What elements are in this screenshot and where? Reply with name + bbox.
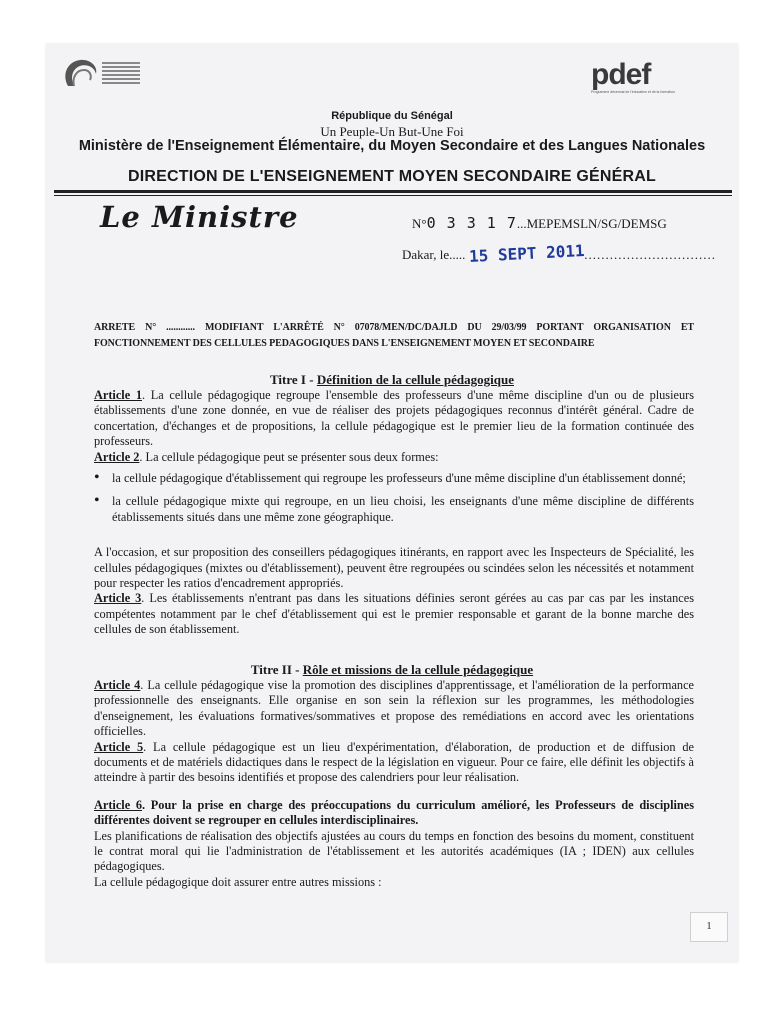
article-3-label: Article 3	[94, 591, 142, 606]
header-divider-thin	[54, 195, 732, 196]
article-6-label: Article 6	[94, 797, 143, 812]
titre-1-heading	[46, 372, 738, 388]
article-1-label: Article 1	[94, 388, 142, 402]
titre-2-prefix: Titre II -	[250, 662, 303, 677]
article-2	[94, 450, 694, 465]
article-2-text: . La cellule pédagogique peut se présenter sous deux formes:	[139, 449, 439, 464]
reference-number	[412, 214, 667, 232]
date-stamp: 15 SEPT 2011	[468, 240, 585, 267]
list-item: • la cellule pédagogique mixte qui regroupe, en un lieu choisi, les enseignants d'une même discipline de différents établissements situés dans une même zone géographique.	[94, 494, 694, 525]
article-6-text: . Pour la prise en charge des préoccupations du curriculum amélioré, les Professeurs de disciplines différentes doivent se regrouper en cellules interdisciplinaires.	[94, 797, 694, 828]
ministry-title: Ministère de l'Enseignement Élémentaire, du Moyen Secondaire et des Langues Nationales	[78, 138, 706, 154]
emblem-logo-icon	[60, 56, 142, 92]
article-5	[94, 740, 694, 786]
ref-suffix: ...MEPEMSLN/SG/DEMSG	[516, 216, 667, 231]
article-6	[94, 798, 694, 829]
header-divider-thick	[54, 190, 732, 193]
section-1	[94, 388, 694, 638]
ref-prefix: N°	[412, 216, 427, 231]
pdef-logo	[591, 60, 691, 104]
section-2	[94, 678, 694, 890]
republic-line: République du Sénégal	[331, 110, 453, 122]
dakar-dots: ...............................	[584, 247, 716, 262]
article-5-label: Article 5	[94, 739, 144, 754]
list-item: • la cellule pédagogique d'établissement qui regroupe les professeurs d'une même discipline d'un établissement donné;	[94, 471, 694, 486]
minister-signature-title: Le Ministre	[100, 200, 299, 234]
motto-line: Un Peuple-Un But-Une Foi	[320, 124, 464, 139]
dakar-label: Dakar, le.....	[402, 247, 466, 262]
article-4-text: . La cellule pédagogique vise la promotion des disciplines d'apprentissage, et l'amélioration de la performance professionnelle des enseignants. Elle organise en son sein la réflexion sur les programmes, les méthodologies d'enseignement, les évaluations formatives/sommatives et propose des remédiations en accord avec les orientations officielles.	[94, 678, 694, 739]
titre-1-text: Définition de la cellule pédagogique	[316, 372, 514, 387]
ref-number: 0 3 3 1 7	[426, 214, 517, 232]
document-page	[46, 44, 738, 962]
page-number: 1	[690, 912, 728, 942]
forms-list	[94, 471, 694, 525]
article-2-label: Article 2	[94, 449, 140, 464]
paragraph-occasion: A l'occasion, et sur proposition des conseillers pédagogiques itinérants, en rapport avec les Inspecteurs de Spécialité, les cellules pédagogiques (mixtes ou d'établissement), peuvent être regroupées ou scindées selon les nécessités et notamment pour respecter les ratios d'encadrement appropriés.	[94, 545, 694, 591]
titre-1-prefix: Titre I -	[270, 372, 317, 387]
direction-title: DIRECTION DE L'ENSEIGNEMENT MOYEN SECONDAIRE GÉNÉRAL	[127, 168, 657, 185]
pdef-logo-text: pdef	[591, 58, 651, 91]
article-3	[94, 591, 694, 637]
paragraph-missions: La cellule pédagogique doit assurer entre autres missions :	[94, 874, 382, 889]
article-4	[94, 678, 694, 740]
dakar-date-line	[402, 240, 716, 267]
paragraph-planifications: Les planifications de réalisation des objectifs ajustées au cours du temps en fonction des besoins du moment, constituent le contrat moral qui lie l'administration de l'établissement et les autorités académiques (IA ; IDEN) aux cellules pédagogiques.	[94, 828, 694, 874]
arrete-title: ARRETE N° ............ MODIFIANT L'ARRÊTÉ N° 07078/MEN/DC/DAJLD DU 29/03/99 PORTANT ORGANISATION ET FONCTIONNEMENT DES CELLULES PEDAGOGIQUES DANS L'ENSEIGNEMENT MOYEN ET SECONDAIRE	[94, 322, 694, 349]
article-3-text: . Les établissements n'entrant pas dans les situations définies seront gérées au cas par cas par les instances compétentes notamment par le chef d'établissement qui est le premier responsable et garant de la bonne marche des cellules de son établissement.	[94, 591, 694, 637]
titre-2-text: Rôle et missions de la cellule pédagogique	[302, 662, 534, 677]
article-1	[94, 388, 694, 450]
pdef-logo-subtext: Programme décennal de l'éducation et de la formation	[591, 90, 675, 94]
titre-2-heading	[46, 662, 738, 678]
article-1-text: . La cellule pédagogique regroupe l'ensemble des professeurs d'une même discipline d'un ou de plusieurs établissements d'une zone donnée, en vue de réaliser des projets pédagogiques reconnus d'intérêt général. Cadre de concertation, d'échanges et de propositions, la cellule pédagogique est le premier lieu de la formation continuée des professeurs.	[94, 388, 695, 449]
article-5-text: . La cellule pédagogique est un lieu d'expérimentation, d'élaboration, de production et de diffusion de documents et de matériels didactiques dans le respect de la législation en vigueur. Pour ce faire, elle définit les objectifs à atteindre à partir des besoins identifiés et propose des calendriers pour leur réalisation.	[94, 739, 694, 785]
article-4-label: Article 4	[94, 678, 141, 692]
